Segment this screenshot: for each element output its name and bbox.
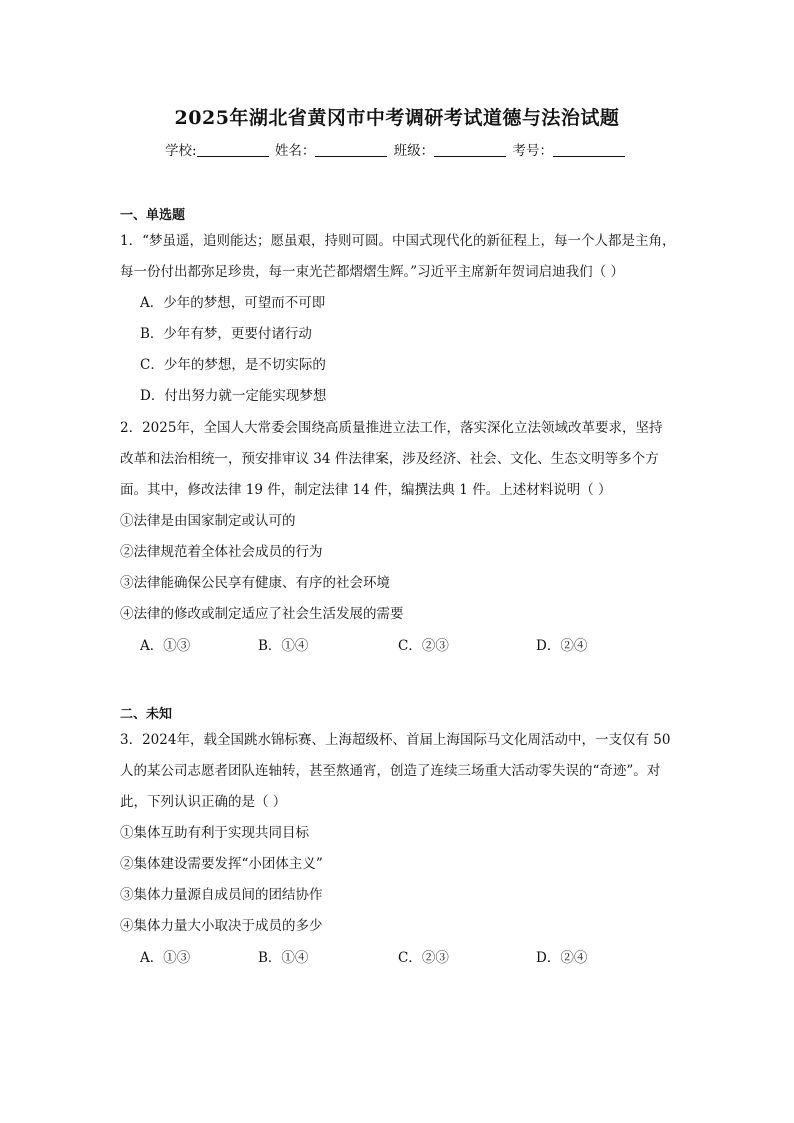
student-info-line (165, 139, 627, 159)
question-3-statement-3: ③集体力量源自成员间的团结协作 (120, 887, 323, 903)
question-3-choice-d: D．②④ (536, 950, 588, 966)
question-3-statement-4: ④集体力量大小取决于成员的多少 (120, 918, 323, 934)
question-1-option-c: C．少年的梦想，是不切实际的 (140, 357, 326, 373)
question-3-statement-1: ①集体互助有利于实现共同目标 (120, 825, 309, 841)
number-blank[interactable] (553, 142, 625, 157)
question-3-choice-b: B．①④ (258, 950, 309, 966)
question-2-choice-d: D．②④ (536, 638, 588, 654)
question-2-choice-b: B．①④ (258, 638, 309, 654)
section-heading-single-choice: 一、单选题 (120, 208, 186, 223)
number-label: 考号： (512, 143, 553, 159)
question-2-choice-c: C．②③ (398, 638, 449, 654)
question-1-option-a: A．少年的梦想，可望而不可即 (140, 295, 326, 311)
school-label: 学校: (165, 143, 197, 159)
exam-title: 2025年湖北省黄冈市中考调研考试道德与法治试题 (174, 107, 620, 129)
question-3-line-2: 人的某公司志愿者团队连轴转，甚至熬通宵，创造了连续三场重大活动零失误的“奇迹”。对 (120, 763, 661, 779)
question-2-line-2: 改革和法治相统一，预安排审议 34 件法律案，涉及经济、社会、文化、生态文明等多个方 (120, 451, 659, 467)
question-3-line-3: 此，下列认识正确的是（ ） (120, 794, 287, 810)
question-1-line-2: 每一份付出都弥足珍贵，每一束光芒都熠熠生辉。”习近平主席新年贺词启迪我们（ ） (120, 264, 624, 280)
question-3-choice-c: C．②③ (398, 950, 449, 966)
class-blank[interactable] (434, 142, 506, 157)
question-2-line-3: 面。其中，修改法律 19 件，制定法律 14 件，编撰法典 1 件。上述材料说明（ ） (120, 482, 612, 498)
question-2-statement-4: ④法律的修改或制定适应了社会生活发展的需要 (120, 606, 404, 622)
name-blank[interactable] (315, 142, 387, 157)
question-2-statement-3: ③法律能确保公民享有健康、有序的社会环境 (120, 575, 390, 591)
name-label: 姓名： (274, 143, 316, 159)
question-1-line-1: 1．“梦虽遥，追则能达；愿虽艰，持则可圆。中国式现代化的新征程上，每一个人都是主角， (120, 233, 676, 249)
question-3-statement-2: ②集体建设需要发挥“小团体主义” (120, 856, 323, 872)
question-2-choice-a: A．①③ (140, 638, 191, 654)
question-2-line-1: 2．2025年，全国人大常委会围绕高质量推进立法工作，落实深化立法领域改革要求，坚持 (120, 420, 663, 436)
question-1-option-d: D．付出努力就一定能实现梦想 (140, 388, 327, 404)
question-2-statement-2: ②法律规范着全体社会成员的行为 (120, 544, 323, 560)
question-1-option-b: B．少年有梦，更要付诸行动 (140, 326, 312, 342)
question-3-choice-a: A．①③ (140, 950, 191, 966)
class-label: 班级： (393, 143, 435, 159)
school-blank[interactable] (197, 142, 269, 157)
section-heading-unknown: 二、未知 (120, 707, 173, 722)
question-2-statement-1: ①法律是由国家制定或认可的 (120, 513, 296, 529)
question-3-line-1: 3．2024年，载全国跳水锦标赛、上海超级杯、首届上海国际马文化周活动中，一支仅有 50 (120, 732, 671, 748)
